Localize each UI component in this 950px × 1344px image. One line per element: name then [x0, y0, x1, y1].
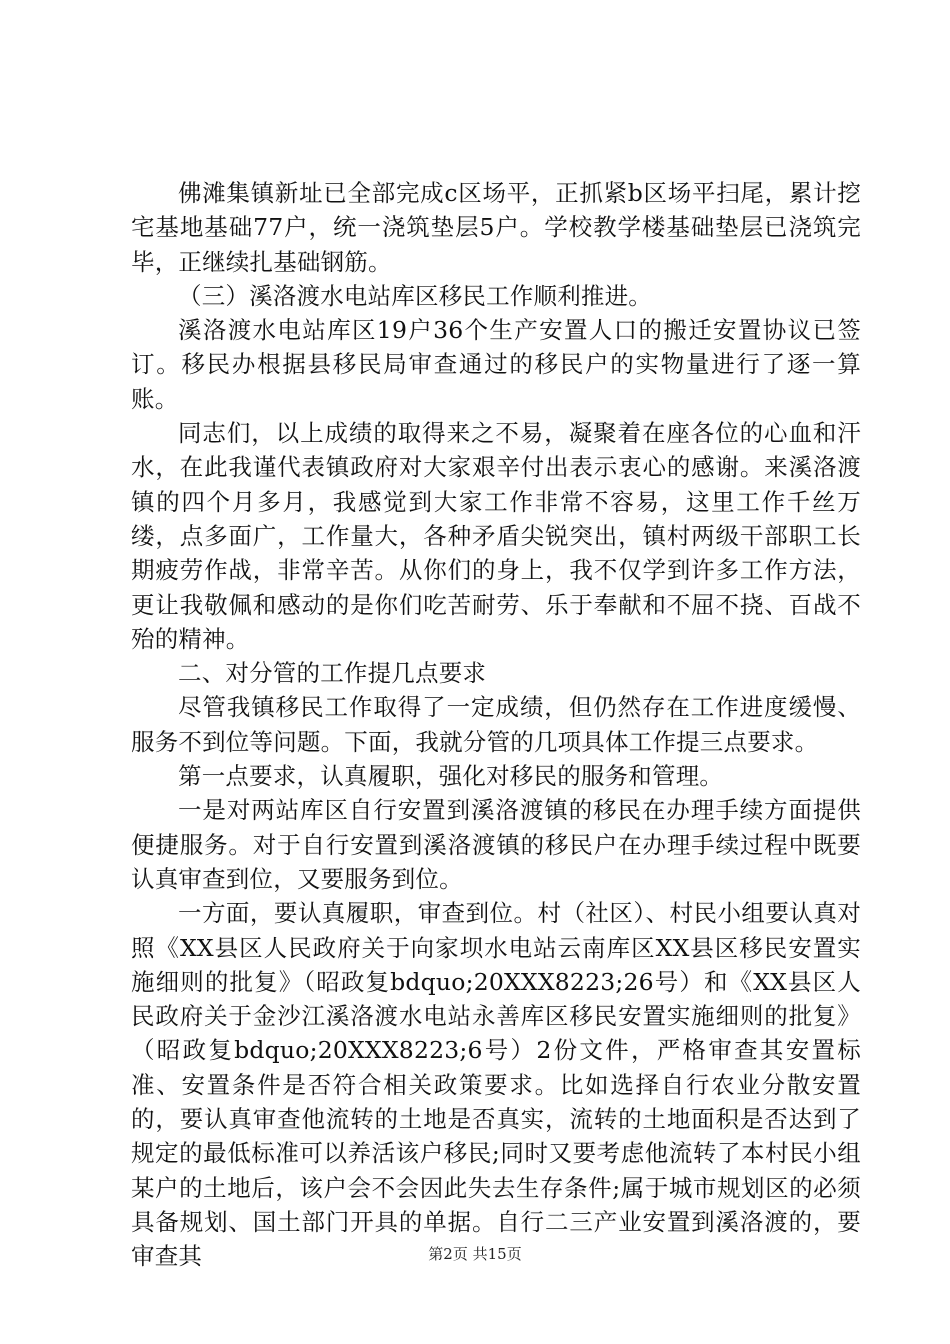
paragraph-service: 一是对两站库区自行安置到溪洛渡镇的移民在办理手续方面提供便捷服务。对于自行安置到溪洛渡镇的移民户在办理手续过程中既要认真审查到位，又要服务到位。 — [131, 796, 861, 893]
section-heading-requirements: 二、对分管的工作提几点要求 — [178, 659, 487, 688]
document-body — [131, 176, 861, 1274]
page-number: 第2页 共15页 — [428, 1245, 522, 1263]
page-footer — [0, 1244, 950, 1264]
paragraph-settlement-progress: 佛滩集镇新址已全部完成c区场平，正抓紧b区场平扫尾，累计挖宅基地基础77户，统一浇筑垫层5户。学校教学楼基础垫层已浇筑完毕，正继续扎基础钢筋。 — [131, 179, 861, 276]
paragraph-problems: 尽管我镇移民工作取得了一定成绩，但仍然存在工作进度缓慢、服务不到位等问题。下面，我就分管的几项具体工作提三点要求。 — [131, 693, 861, 756]
paragraph-review: 一方面，要认真履职，审查到位。村（社区）、村民小组要认真对照《XX县区人民政府关于向家坝水电站云南库区XX县区移民安置实施细则的批复》（昭政复bdquo;20XXX8223;26号）和《XX县区人民政府关于金沙江溪洛渡水电站永善库区移民安置实施细则的批复》（昭政复bdquo;20XXX8223;6号）2份文件，严格审查其安置标准、安置条件是否符合相关政策要求。比如选择自行农业分散安置的，要认真审查他流转的土地是否真实，流转的土地面积是否达到了规定的最低标准可以养活该户移民;同时又要考虑他流转了本村民小组某户的土地后，该户会不会因此失去生存条件;属于城市规划区的必须具备规划、国土部门开具的单据。自行二三产业安置到溪洛渡的，要审查其 — [131, 899, 861, 1271]
paragraph-thanks: 同志们，以上成绩的取得来之不易，凝聚着在座各位的心血和汗水，在此我谨代表镇政府对大家艰辛付出表示衷心的感谢。来溪洛渡镇的四个月多月，我感觉到大家工作非常不容易，这里工作千丝万缕，点多面广，工作量大，各种矛盾尖锐突出，镇村两级干部职工长期疲劳作战，非常辛苦。从你们的身上，我不仅学到许多工作方法，更让我敬佩和感动的是你们吃苦耐劳、乐于奉献和不屈不挠、百战不殆的精神。 — [131, 419, 861, 653]
paragraph-xiluodu-agreement: 溪洛渡水电站库区19户36个生产安置人口的搬迁安置协议已签订。移民办根据县移民局审查通过的移民户的实物量进行了逐一算账。 — [131, 316, 861, 413]
paragraph-first-requirement: 第一点要求，认真履职，强化对移民的服务和管理。 — [178, 762, 724, 791]
section-heading-xiluodu: （三）溪洛渡水电站库区移民工作顺利推进。 — [178, 281, 652, 310]
